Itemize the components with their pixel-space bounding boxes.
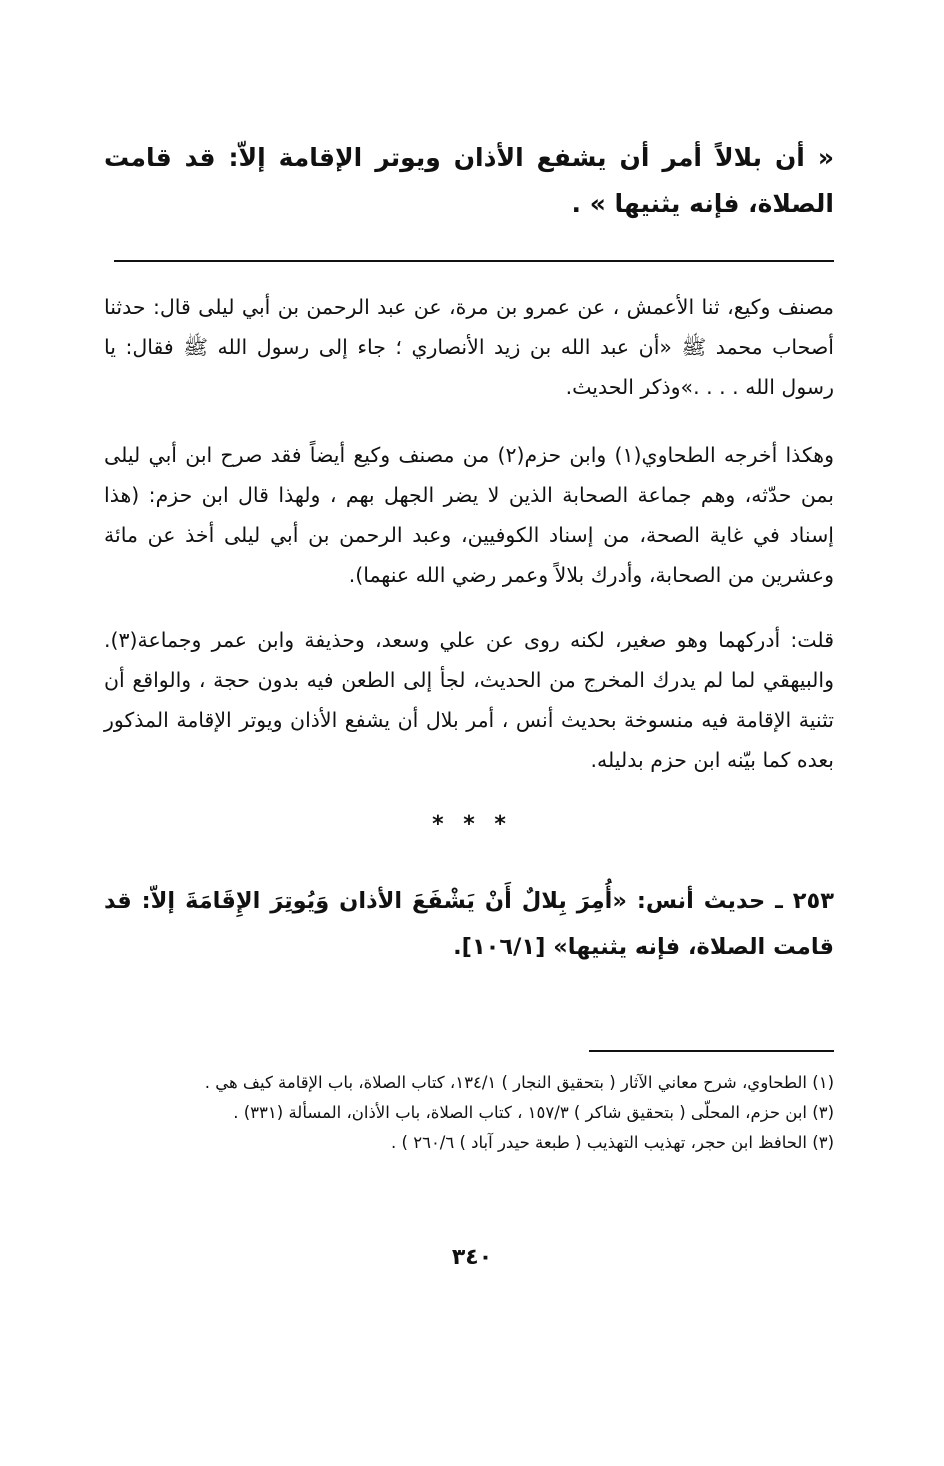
- section-separator: * * *: [432, 812, 512, 837]
- paragraph-takhrij: وهكذا أخرجه الطحاوي(١) وابن حزم(٢) من مصنف وكيع أيضاً فقد صرح ابن أبي ليلى بمن حدّثه، وهم جماعة الصحابة الذين لا يضر الجهل بهم ، ولهذا قال ابن حزم: (هذا إسناد في غاية الصحة، من إسناد الكوفيين، وعبد الرحمن بن أبي ليلى أخذ عن مائة وعشرين من الصحابة، وأدرك بلالاً وعمر رضي الله عنهما).: [104, 443, 834, 587]
- quoted-hadith-text: « أن بلالاً أمر أن يشفع الأذان ويوتر الإقامة إلاّ: قد قامت الصلاة، فإنه يثنيها » .: [104, 143, 834, 218]
- hadith-253-text: ٢٥٣ ـ حديث أنس: «أُمِرَ بِلالٌ أَنْ يَشْفَعَ الأذان وَيُوتِرَ الإِقَامَةَ إلاّ: قد قامت الصلاة، فإنه يثنيها» [١٠٦/١].: [104, 888, 834, 960]
- paragraph-commentary: قلت: أدركهما وهو صغير، لكنه روى عن علي وسعد، وحذيفة وابن عمر وجماعة(٣). والبيهقي لما لم يدرك المخرج من الحديث، لجأ إلى الطعن فيه بدون حجة ، والواقع أن تثنية الإقامة فيه منسوخة بحديث أنس ، أمر بلال أن يشفع الأذان ويوتر الإقامة المذكور بعده كما بيّنه ابن حزم بدليله.: [104, 628, 834, 772]
- footnote-2: (٣) ابن حزم، المحلّى ( بتحقيق شاكر ) ١٥٧/٣ ، كتاب الصلاة، باب الأذان، المسألة (٣٣١) .: [233, 1103, 834, 1122]
- footnotes-section: [104, 1068, 834, 1158]
- main-divider: [114, 260, 834, 262]
- footnote-divider: [589, 1050, 834, 1052]
- footnote-1: (١) الطحاوي، شرح معاني الآثار ( بتحقيق النجار ) ١٣٤/١، كتاب الصلاة، باب الإقامة كيف هي .: [204, 1073, 834, 1092]
- footnote-3: (٣) الحافظ ابن حجر، تهذيب التهذيب ( طبعة حيدر آباد ) ٢٦٠/٦ ) .: [391, 1133, 834, 1152]
- paragraph-isnad: مصنف وكيع، ثنا الأعمش ، عن عمرو بن مرة، عن عبد الرحمن بن أبي ليلى قال: حدثنا أصحاب محمد ﷺ «أن عبد الله بن زيد الأنصاري ؛ جاء إلى رسول الله ﷺ فقال: يا رسول الله . . . .»وذكر الحديث.: [104, 295, 834, 399]
- page-number: ٣٤٠: [451, 1245, 493, 1270]
